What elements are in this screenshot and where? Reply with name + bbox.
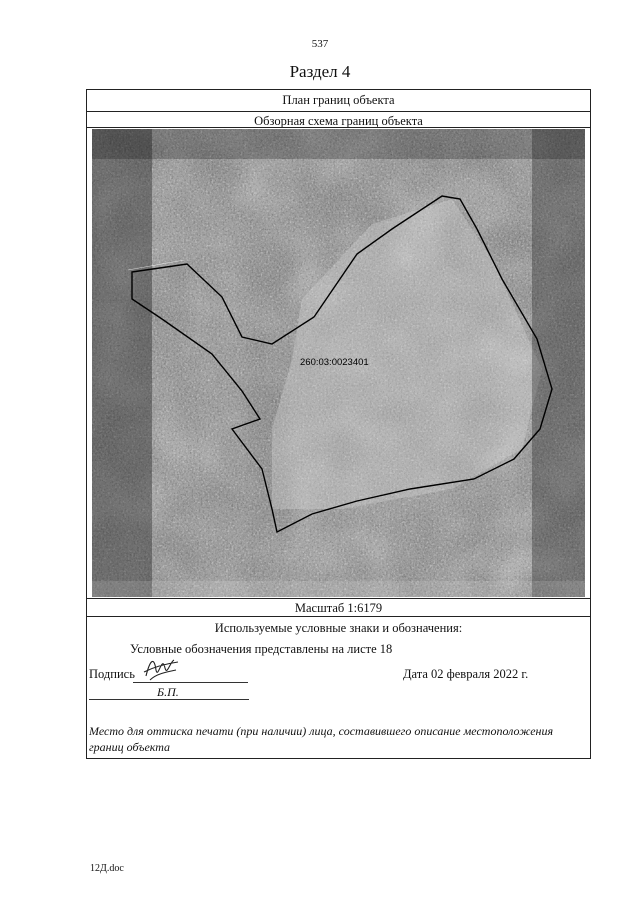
- page-number: 537: [311, 38, 329, 50]
- signature-initials: Б.П.: [157, 685, 179, 699]
- scale-label: Масштаб 1:6179: [294, 601, 383, 615]
- divider: [86, 616, 591, 617]
- divider: [86, 111, 591, 112]
- date-label: Дата 02 февраля 2022 г.: [403, 667, 529, 681]
- section-title: Раздел 4: [289, 62, 351, 81]
- divider: [86, 127, 591, 128]
- legend-text: Условные обозначения представлены на листе 18: [130, 642, 393, 656]
- plan-header: План границ объекта: [282, 93, 395, 107]
- overview-header: Обзорная схема границ объекта: [254, 114, 423, 128]
- satellite-map: [92, 129, 585, 597]
- divider: [86, 598, 591, 599]
- parcel-label: 260:03:0023401: [300, 357, 369, 368]
- signature-image: [140, 650, 180, 686]
- signature-label: Подпись: [89, 667, 135, 681]
- legend-title: Используемые условные знаки и обозначения:: [214, 621, 463, 635]
- stamp-note: Место для оттиска печати (при наличии) лица, составившего описание местоположения границ объекта: [89, 724, 554, 754]
- file-name: 12Д.doc: [90, 863, 124, 874]
